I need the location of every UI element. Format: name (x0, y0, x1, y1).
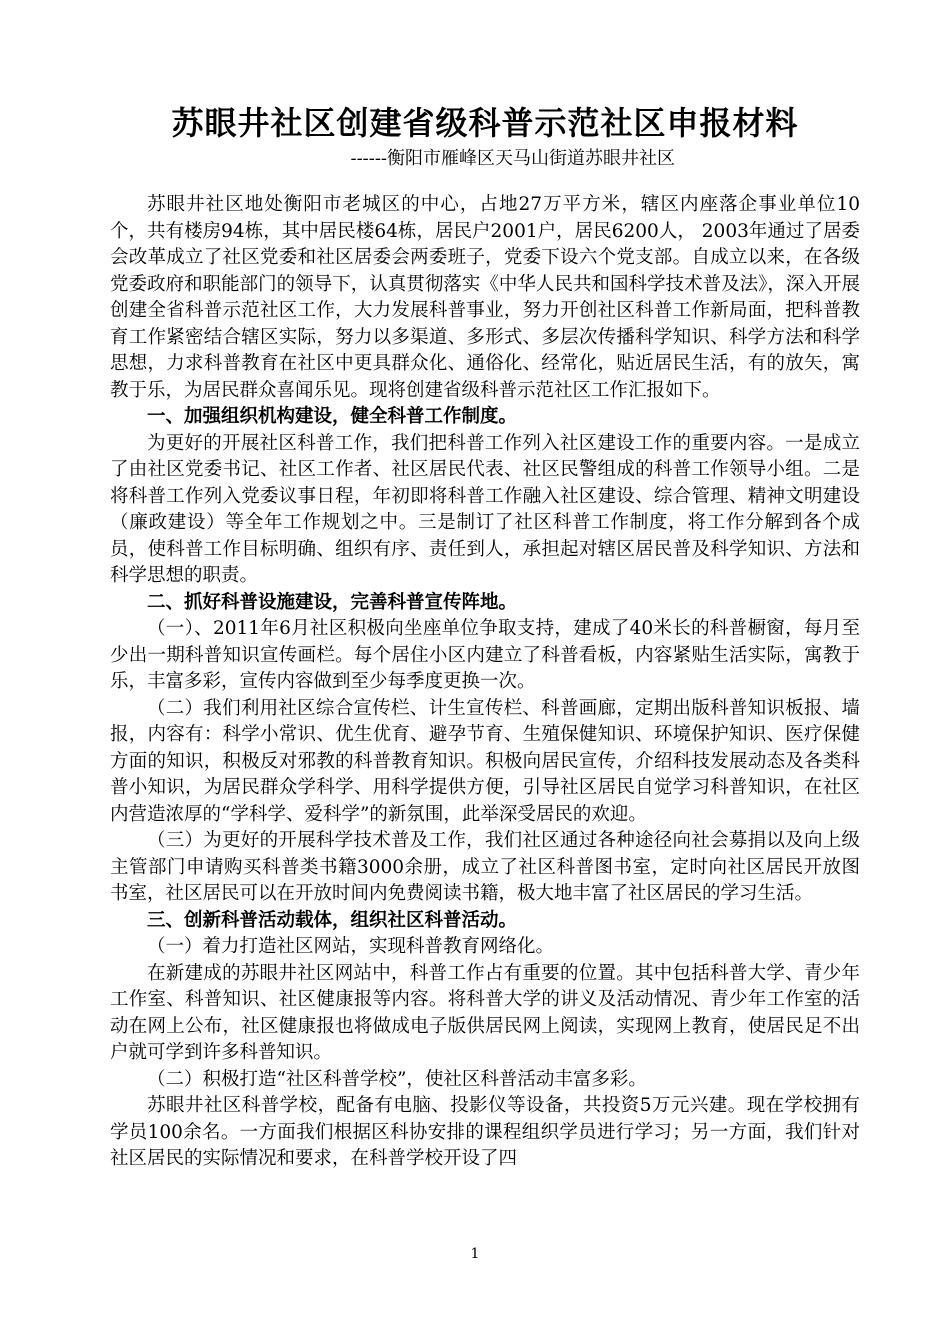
section-2-paragraph-1: （一）、2011年6月社区积极向坐座单位争取支持，建成了40米长的科普橱窗，每月至少出一期科普知识宣传画栏。每个居住小区内建立了科普看板，内容紧贴生活实际，寓教于乐，丰富多彩，宣传内容做到至少每季度更换一次。 (110, 618, 860, 692)
section-3-paragraph-1: （一）着力打造社区网站，实现科普教育网络化。 (147, 936, 555, 957)
section-3-paragraph-2: 在新建成的苏眼井社区网站中，科普工作占有重要的位置。其中包括科普大学、青少年工作室、科普知识、社区健康报等内容。将科普大学的讲义及活动情况、青少年工作室的活动在网上公布，社区健康报也将做成电子版供居民网上阅读，实现网上教育，使居民足不出户就可学到许多科普知识。 (110, 962, 860, 1063)
section-1-paragraph: 为更好的开展社区科普工作，我们把科普工作列入社区建设工作的重要内容。一是成立了由社区党委书记、社区工作者、社区居民代表、社区民警组成的科普工作领导小组。二是将科普工作列入党委议事日程，年初即将科普工作融入社区建设、综合管理、精神文明建设（廉政建设）等全年工作规划之中。三是制订了社区科普工作制度，将工作分解到各个成员，使科普工作目标明确、组织有序、责任到人，承担起对辖区居民普及科学知识、方法和科学思想的职责。 (110, 432, 860, 586)
document-page (110, 100, 860, 1173)
section-3-heading: 三、创新科普活动载体，组织社区科普活动。 (147, 909, 518, 931)
section-3-paragraph-3: （二）积极打造“社区科普学校”，使社区科普活动丰富多彩。 (147, 1068, 647, 1090)
document-subtitle: ------衡阳市雁峰区天马山街道苏眼井社区 (350, 148, 675, 169)
section-1-heading: 一、加强组织机构建设，健全科普工作制度。 (147, 406, 518, 427)
section-2-paragraph-3: （三）为更好的开展科学技术普及工作，我们社区通过各种途径向社会募捐以及向上级主管部门申请购买科普类书籍3000余册，成立了社区科普图书室，定时向社区居民开放图书室，社区居民可以在开放时间内免费阅读书籍，极大地丰富了社区居民的学习生活。 (110, 830, 860, 904)
section-2-heading: 二、抓好科普设施建设，完善科普宣传阵地。 (147, 591, 518, 613)
section-3-paragraph-4: 苏眼井社区科普学校，配备有电脑、投影仪等设备，共投资5万元兴建。现在学校拥有学员100余名。一方面我们根据区科协安排的课程组织学员进行学习；另一方面，我们针对社区居民的实际情况和要求，在科普学校开设了四 (110, 1095, 860, 1169)
document-title: 苏眼井社区创建省级科普示范社区申报材料 (171, 104, 799, 142)
section-2-paragraph-2: （二）我们利用社区综合宣传栏、计生宣传栏、科普画廊，定期出版科普知识板报、墙报，内容有：科学小常识、优生优育、避孕节育、生殖保健知识、环境保护知识、医疗保健方面的知识，积极反对邪教的科普教育知识。积极向居民宣传，介绍科技发展动态及各类科普小知识，为居民群众学科学、用科学提供方便，引导社区居民自觉学习科普知识，在社区内营造浓厚的“学科学、爱科学”的新氛围，此举深受居民的欢迎。 (110, 697, 860, 825)
page-number: 1 (470, 1246, 480, 1262)
intro-paragraph: 苏眼井社区地处衡阳市老城区的中心，占地27万平方米，辖区内座落企事业单位10个，共有楼房94栋，其中居民楼64栋，居民户2001户，居民6200人， 2003年通过了居委会改革成立了社区党委和社区居委会两委班子，党委下设六个党支部。自成立以来，在各级党委政府和职能部门的领导下，认真贯彻落实《中华人民共和国科学技术普及法》，深入开展创建全省科普示范社区工作，大力发展科普事业，努力开创社区科普工作新局面，把科普教育工作紧密结合辖区实际，努力以多渠道、多形式、多层次传播科学知识、科学方法和科学思想，力求科普教育在社区中更具群众化、通俗化、经常化，贴近居民生活，有的放矢，寓教于乐，为居民群众喜闻乐见。现将创建省级科普示范社区工作汇报如下。 (110, 194, 860, 401)
